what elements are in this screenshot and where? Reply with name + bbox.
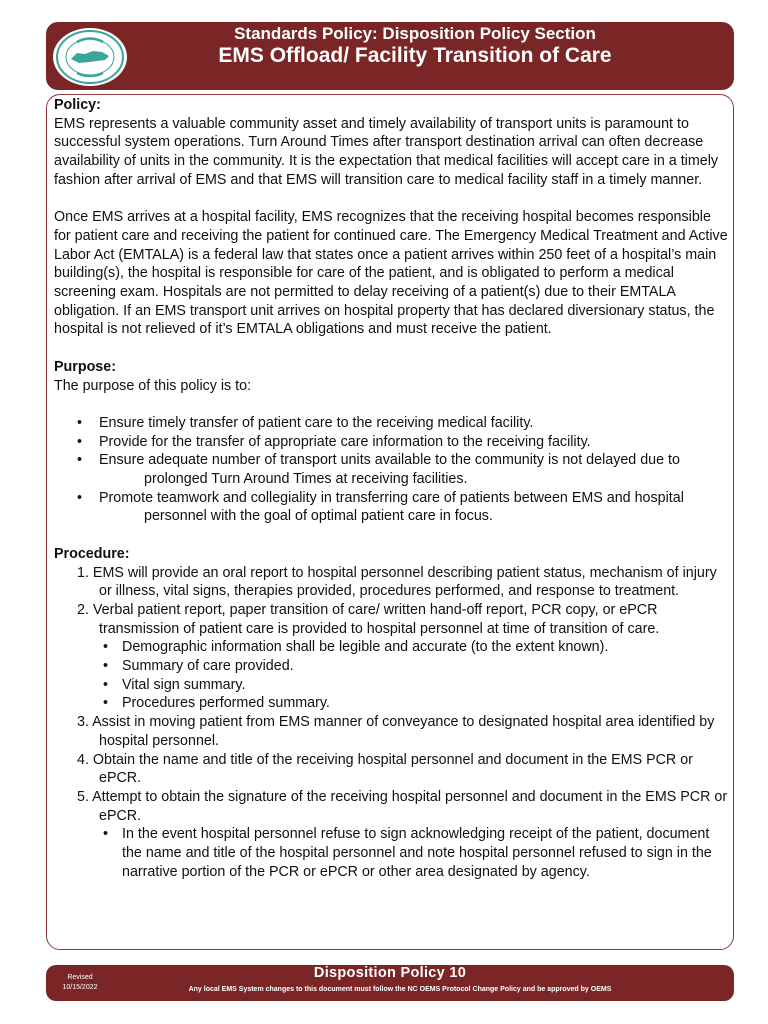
page-title: EMS Offload/ Facility Transition of Care xyxy=(218,44,612,67)
purpose-item: • Ensure timely transfer of patient care to the receiving medical facility. xyxy=(54,414,730,433)
sub-bullet: • Procedures performed summary. xyxy=(99,694,730,713)
procedure-step: 4. Obtain the name and title of the receiving hospital personnel and document in the EMS PCR or ePCR. xyxy=(77,751,693,787)
purpose-item: • Provide for the transfer of appropriate care information to the receiving facility. xyxy=(54,433,730,452)
header-banner xyxy=(46,22,734,90)
procedure-step: 1. EMS will provide an oral report to hospital personnel describing patient status, mechanism of injury or illness, vital signs, therapies provided, procedures performed, and response to treatment. xyxy=(77,564,717,600)
revised-date: 10/15/2022 xyxy=(62,984,98,991)
sub-bullet: • Summary of care provided. xyxy=(99,657,730,676)
procedure-step: 2. Verbal patient report, paper transition of care/ written hand-off report, PCR copy, or ePCR transmission of patient care is provided to hospital personnel at time of transition of care. • Demographic information shall be legible and accurate (to the extent known). • Summary of care provided. • Vital sign summary. • Procedures performed summary. xyxy=(54,601,730,713)
footer-banner xyxy=(46,965,734,1001)
procedure-step: 5. Attempt to obtain the signature of the receiving hospital personnel and document in the EMS PCR or ePCR. • In the event hospital personnel refuse to sign acknowledging receipt of the patient, document the name and title of the hospital personnel and note hospital personnel refused to sign in the narrative portion of the PCR or ePCR or other area designated by agency. xyxy=(54,788,730,882)
revised-label: Revised xyxy=(67,974,93,981)
procedure-step-2-bullets xyxy=(99,638,730,713)
purpose-list xyxy=(54,414,730,526)
sub-bullet: • Vital sign summary. xyxy=(99,676,730,695)
purpose-item: • Promote teamwork and collegiality in transferring care of patients between EMS and hospital personnel with the goal of optimal patient care in focus. xyxy=(54,489,730,526)
revised-stamp xyxy=(46,973,114,993)
policy-heading: Policy: xyxy=(54,97,101,113)
seal-icon xyxy=(55,29,125,85)
sub-bullet: • Demographic information shall be legible and accurate (to the extent known). xyxy=(99,638,730,657)
sub-bullet: • In the event hospital personnel refuse to sign acknowledging receipt of the patient, document the name and title of the hospital personnel and note hospital personnel refused to sign in the narrative portion of the PCR or ePCR or other area designated by agency. xyxy=(99,825,730,881)
policy-paragraph-1: EMS represents a valuable community asset and timely availability of transport units is paramount to successful system operations. Turn Around Times after transport destination arrival can often decrease availability of units in the community. It is the expectation that medical facilities will accept care in a timely fashion after arrival of EMS and that EMS will transition care to medical facility staff in a timely manner. xyxy=(54,115,719,188)
purpose-heading: Purpose: xyxy=(54,358,116,375)
procedure-list xyxy=(54,564,730,882)
footer-note: Any local EMS System changes to this document must follow the NC OEMS Protocol Change Policy and be approved by OEMS xyxy=(188,986,612,993)
policy-paragraph-2: Once EMS arrives at a hospital facility, EMS recognizes that the receiving hospital becomes responsible for patient care and receiving the patient for continued care. The Emergency Medical Treatment and Active Labor Act (EMTALA) is a federal law that states once a patient arrives within 250 feet of a hospital’s main building(s), the hospital is responsible for care of the patient, and is obligated to perform a medical screening exam. Hospitals are not permitted to delay receiving of a patient(s) due to their EMTALA obligation. If an EMS transport unit arrives on hospital property that has declared diversionary status, the hospital is not relieved of it’s EMTALA obligations and must receive the patient. xyxy=(54,209,728,338)
purpose-item: • Ensure adequate number of transport units available to the community is not delayed due to prolonged Turn Around Times at receiving facilities. xyxy=(54,451,730,488)
document-body xyxy=(54,96,730,881)
footer-title: Disposition Policy 10 xyxy=(313,965,467,981)
procedure-step-5-bullets xyxy=(99,825,730,881)
procedure-heading: Procedure: xyxy=(54,545,130,562)
nc-oems-logo xyxy=(53,28,127,86)
header-subtitle: Standards Policy: Disposition Policy Section xyxy=(234,24,596,43)
purpose-intro: The purpose of this policy is to: xyxy=(54,377,252,394)
procedure-step: 3. Assist in moving patient from EMS manner of conveyance to designated hospital area identified by hospital personnel. xyxy=(77,714,715,749)
